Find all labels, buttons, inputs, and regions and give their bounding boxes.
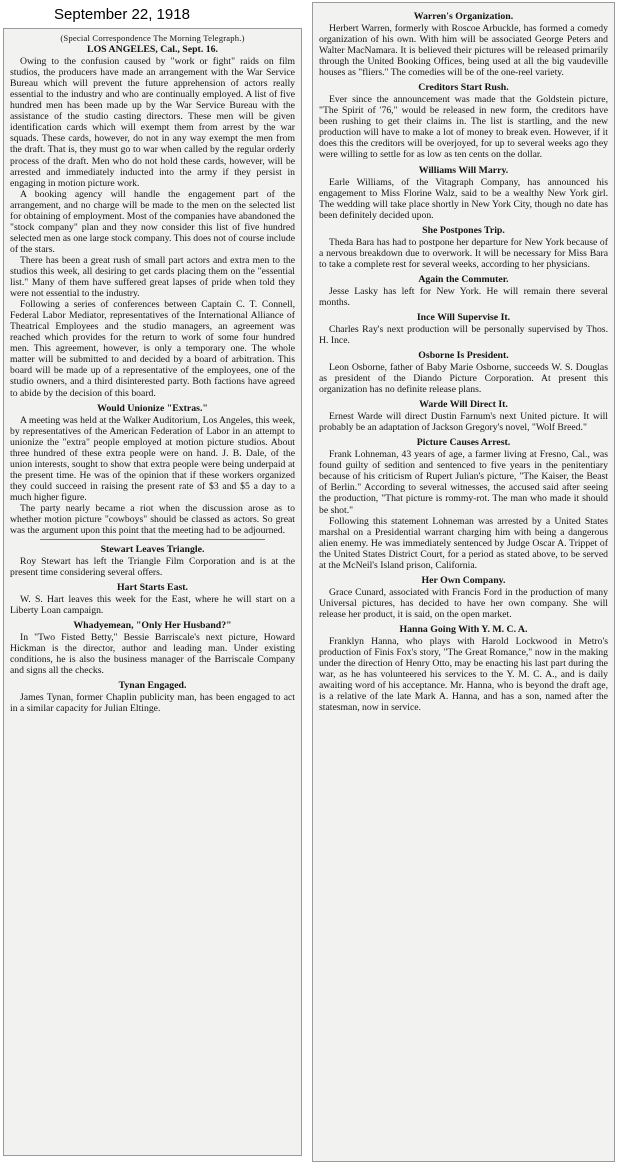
article-headline: Would Unionize "Extras." <box>97 402 208 414</box>
article-headline: She Postpones Trip. <box>422 224 505 236</box>
lead-paragraph: There has been a great rush of small part actors and extra men to the studios this week, all desiring to get cards placing them on the "essential list." Many of them have suffered great lapses of pride when told they were not essential to the industry. <box>10 254 295 300</box>
article-headline: Creditors Start Rush. <box>418 82 509 94</box>
article-paragraph: Charles Ray's next production will be personally supervised by Thos. H. Ince. <box>319 323 608 346</box>
article-headline: Her Own Company. <box>421 574 506 586</box>
article-paragraph: The party nearly became a riot when the discussion arose as to whether motion picture "cowboys" should be classed as actors. So great was the argument upon this point that the meeting had to be adjourned. <box>10 502 295 537</box>
article-headline: Warren's Organization. <box>413 11 514 22</box>
article-headline: Hart Starts East. <box>116 582 189 594</box>
article-paragraph: Grace Cunard, associated with Francis Ford in the production of many Universal pictures, has decided to have her own company. She will release her product, it is said, on the open market. <box>319 586 608 620</box>
article-paragraph: Franklyn Hanna, who plays with Harold Lockwood in Metro's production of Finis Fox's story, "The Great Romance," now in the making under the direction of Henry Otto, may be enacting his last part during the war, as he has volunteered his services to the Y. M. C. A., and is daily awaiting word of his acceptance. Mr. Hanna, who is beyond the draft age, is a relative of the late Mark A. Hanna, and has a son, named after the statesman, now in service. <box>319 635 608 714</box>
article-paragraph: Earle Williams, of the Vitagraph Company, has announced his engagement to Miss Florine Walz, said to be a wealthy New York girl. The wedding will take place shortly in New York City, though no date has been definitely decided upon. <box>319 176 608 221</box>
article-paragraph: Following this statement Lohneman was arrested by a United States marshal on a Presidential warrant charging him with being a dangerous alien enemy. He was immediately sentenced by Judge Oscar A. Trippet of the United States District Court, for a period as stated above, to be served at the McNeil's Island prison, California. <box>319 515 608 571</box>
article-headline: Hanna Going With Y. M. C. A. <box>399 623 528 635</box>
page-date: September 22, 1918 <box>54 6 190 23</box>
lead-paragraph: Owing to the confusion caused by "work or fight" raids on film studios, the producers have made an arrangement with the War Service Bureau which will prevent the future apprehension of actors really essential to the industry and who are continually employed. A list of five hundred men has been made up by the War Service Bureau with the assistance of the studio casting directors. These men will be given identification cards which will exempt them from arrest by the war squads. These cards, however, do not in any way exempt the men from the draft. That is, they must go to war when called by the regular orderly process of the draft. Men who do not hold these cards, however, will be arrested and immediately inducted into the army if they persist in engaging in motion picture work. <box>10 56 295 189</box>
article-paragraph: A meeting was held at the Walker Auditorium, Los Angeles, this week, by representatives of the American Federation of Labor in an attempt to unionize the "extra" people employed at motion picture studios. About three hundred of these extra people were on hand. J. B. Dale, of the union interests, sought to show that extra people were being underpaid at the present time. He was of the opinion that if these workers organized they could succeed in raising the present rate of $3 and $5 a day to a much higher figure. <box>10 414 295 503</box>
article-headline: Again the Commuter. <box>418 273 509 285</box>
lead-paragraph: A booking agency will handle the engagement part of the arrangement, and no charge will be made to the men on the selected list for obtaining of employment. Most of the companies have abandoned the "stock company" plan and they now consider this list of five hundred selected men as one large stock company. This does not of course include of the stars. <box>10 188 295 255</box>
correspondence-credit: (Special Correspondence The Morning Telegraph.) <box>60 33 245 43</box>
dateline: LOS ANGELES, Cal., Sept. 16. <box>87 44 218 56</box>
article-headline: Osborne Is President. <box>418 350 509 362</box>
article-paragraph: Roy Stewart has left the Triangle Film Corporation and is at the present time considering several offers. <box>10 556 295 579</box>
article-headline: Williams Will Marry. <box>418 164 509 176</box>
article-paragraph: W. S. Hart leaves this week for the East, where he will start on a Liberty Loan campaign. <box>10 594 295 617</box>
article-paragraph: Herbert Warren, formerly with Roscoe Arbuckle, has formed a comedy organization of his own. With him will be associated George Peters and Walter MacNamara. It is believed their pictures will be released primarily through the United Booking Offices, being used at all the big vaudeville houses as "fliers." The comedies will be of the one-reel variety. <box>319 23 608 79</box>
article-headline: Warde Will Direct It. <box>419 399 508 411</box>
article-headline: Tynan Engaged. <box>118 680 187 692</box>
lead-paragraph: Following a series of conferences between Captain C. T. Connell, Federal Labor Mediator, representatives of the International Alliance of Theatrical Employees and the studio managers, an agreement was reached which provides for the return to work of some four hundred men. This agreement, however, is only a temporary one. The whole matter will be submitted to and decided by a board of arbitration. This board will be made up of a representative of the employees, one of the studio owners, and a third disinterested party. Both factions have agreed to abide by the decision of this board. <box>10 299 295 399</box>
article-paragraph: James Tynan, former Chaplin publicity man, has been engaged to act in a similar capacity for Julian Eltinge. <box>10 692 295 715</box>
article-paragraph: Ernest Warde will direct Dustin Farnum's next United picture. It will probably be an adaptation of Jackson Gregory's novel, "Wolf Breed." <box>319 411 608 434</box>
divider <box>40 539 265 540</box>
article-paragraph: In "Two Fisted Betty," Bessie Barriscale's next picture, Howard Hickman is the director, author and leading man. Under existing conditions, he is also the business manager of the Barriscale Company and signs all the checks. <box>10 632 295 677</box>
article-paragraph: Ever since the announcement was made that the Goldstein picture, "The Spirit of '76," would be released in new form, the creditors have been rushing to get their claims in. The list is startling, and the new production will have to make a lot of money to break even. However, if it does this the creditors will be overjoyed, for up to several weeks ago they were willing to settle for as low as ten cents on the dollar. <box>319 94 608 161</box>
left-column <box>3 28 302 1156</box>
article-paragraph: Theda Bara has had to postpone her departure for New York because of a nervous breakdown due to overwork. It will be necessary for Miss Bara to take a complete rest for several weeks, according to her physicians. <box>319 236 608 270</box>
article-paragraph: Jesse Lasky has left for New York. He will remain there several months. <box>319 285 608 308</box>
article-paragraph: Leon Osborne, father of Baby Marie Osborne, succeeds W. S. Douglas as president of the Diando Picture Corporation. At present this organization has no definite release plans. <box>319 362 608 396</box>
article-paragraph: Frank Lohneman, 43 years of age, a farmer living at Fresno, Cal., was found guilty of sedition and sentenced to five years in the penitentiary because of his criticism of Rupert Julian's picture, "The Kaiser, the Beast of Berlin." According to several witnesses, the accused said after seeing the production, "That picture is rommy-rot. The man who made it should be shot." <box>319 449 608 516</box>
article-headline: Picture Causes Arrest. <box>416 437 511 449</box>
right-column <box>312 2 615 1162</box>
article-headline: Stewart Leaves Triangle. <box>100 544 205 556</box>
article-headline: Ince Will Supervise It. <box>416 311 511 323</box>
article-headline: Whadyemean, "Only Her Husband?" <box>73 620 232 632</box>
